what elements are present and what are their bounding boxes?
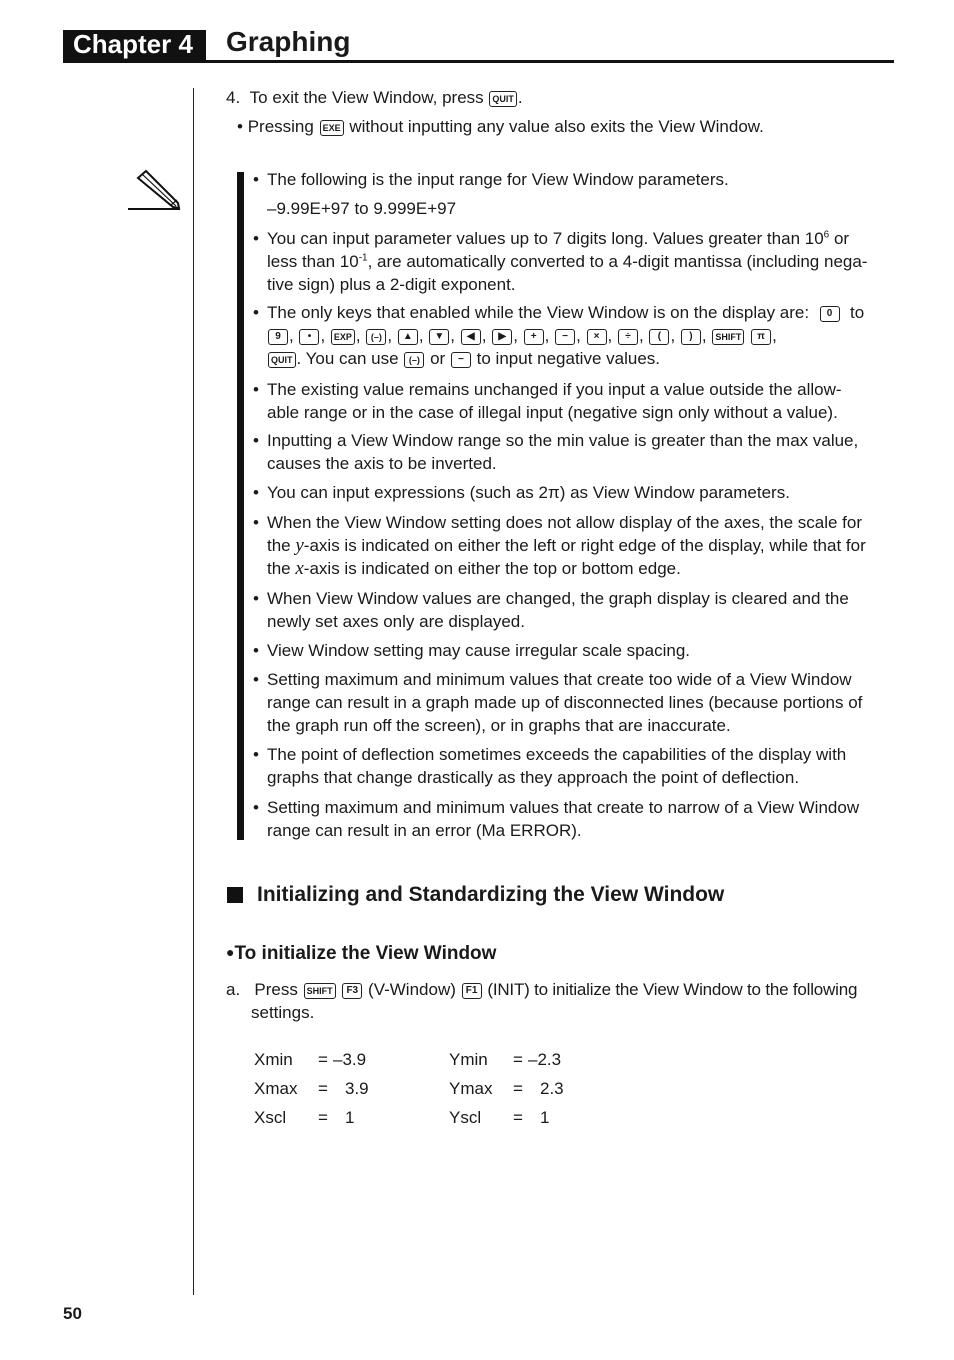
note-line: range can result in an error (Ma ERROR). bbox=[267, 821, 582, 840]
key-shift-icon: SHIFT bbox=[304, 983, 336, 999]
step-label: a. bbox=[226, 980, 241, 999]
text-part: You can input parameter values up to 7 digits long. Values greater than 10 bbox=[267, 229, 824, 248]
bullet-glyph: • bbox=[253, 670, 259, 689]
bullet-glyph: • bbox=[253, 641, 259, 660]
setting-name: Xscl bbox=[254, 1108, 287, 1127]
bullet-glyph: • bbox=[253, 303, 259, 322]
text-part: to bbox=[850, 303, 865, 322]
note-1 bbox=[267, 168, 729, 220]
key-left-icon: ◀ bbox=[461, 329, 481, 345]
key-f3-icon: F3 bbox=[342, 983, 362, 999]
sub-bullet-post: without inputting any value also exits the View Window. bbox=[349, 117, 764, 136]
text-part: or bbox=[829, 229, 850, 248]
text-part: less than 10 bbox=[267, 252, 359, 271]
quit-key-icon: QUIT bbox=[489, 91, 517, 107]
variable-y: y bbox=[295, 535, 304, 556]
note-6 bbox=[267, 481, 790, 504]
note-line bbox=[267, 250, 867, 273]
note-line: 9 , • , EXP , (–) , ▲ , ▼ , ◀ , ▶ , + , − , × , ÷ , ( , ) , SHIFT π , bbox=[267, 324, 864, 347]
note-9 bbox=[267, 639, 690, 662]
setting-name: Xmin bbox=[254, 1050, 293, 1069]
text-part: to input negative values. bbox=[476, 349, 661, 368]
step-text: To exit the View Window, press bbox=[249, 88, 484, 107]
setting-name: Ymin bbox=[449, 1050, 488, 1069]
note-line: Setting maximum and minimum values that create too wide of a View Window bbox=[267, 670, 852, 689]
note-line: When View Window values are changed, the graph display is cleared and the bbox=[267, 589, 849, 608]
superscript: 6 bbox=[823, 229, 830, 241]
bullet-glyph: • bbox=[253, 483, 259, 502]
text-part: the bbox=[267, 559, 296, 578]
setting-name: Xmax bbox=[254, 1079, 298, 1098]
step-end: . bbox=[517, 88, 523, 107]
exe-key-icon: EXE bbox=[320, 120, 344, 136]
note-line bbox=[267, 347, 864, 370]
text-part: (INIT) to initialize the View Window to the following bbox=[487, 980, 858, 999]
note-5 bbox=[267, 429, 858, 475]
key-neg-icon: (–) bbox=[404, 352, 424, 368]
setting-value: 2.3 bbox=[540, 1079, 564, 1098]
superscript: -1 bbox=[358, 252, 368, 264]
bullet-glyph: • bbox=[253, 170, 259, 189]
note-line: The existing value remains unchanged if you input a value outside the allow- bbox=[267, 380, 842, 399]
key-pi-icon: π bbox=[751, 329, 771, 345]
setting-eq: = bbox=[318, 1108, 328, 1127]
key-minus-icon: − bbox=[451, 352, 471, 368]
note-line bbox=[267, 557, 866, 580]
setting-value: –2.3 bbox=[528, 1050, 562, 1069]
key-9-icon: 9 bbox=[268, 329, 288, 345]
note-line bbox=[267, 301, 864, 324]
page-number: 50 bbox=[63, 1304, 82, 1323]
key-dot-icon: • bbox=[299, 329, 319, 345]
text-part: Press bbox=[254, 980, 298, 999]
key-lparen-icon: ( bbox=[649, 329, 669, 345]
note-8 bbox=[267, 587, 849, 633]
key-divide-icon: ÷ bbox=[618, 329, 638, 345]
note-line bbox=[267, 227, 867, 250]
note-line: The point of deflection sometimes exceeds the capabilities of the display with bbox=[267, 745, 847, 764]
note-line: Inputting a View Window range so the min value is greater than the max value, bbox=[267, 431, 859, 450]
setting-eq: = bbox=[318, 1050, 328, 1069]
note-bar bbox=[237, 172, 244, 840]
setting-eq: = bbox=[513, 1050, 523, 1069]
step-number: 4. bbox=[226, 88, 241, 107]
note-line: the graph run off the screen), or in graphs that are inaccurate. bbox=[267, 716, 731, 735]
setting-eq: = bbox=[513, 1079, 523, 1098]
chapter-title: Graphing bbox=[226, 26, 351, 57]
bullet-dot-icon: ● bbox=[226, 944, 235, 960]
note-11 bbox=[267, 743, 846, 789]
bullet-glyph: • bbox=[253, 513, 259, 532]
text-part: The only keys that enabled while the View Window is on the display are: bbox=[267, 303, 810, 322]
square-bullet-icon bbox=[227, 887, 243, 903]
text-part: , are automatically converted to a 4-digit mantissa (including nega- bbox=[367, 252, 868, 271]
note-line: range can result in a graph made up of disconnected lines (because portions of bbox=[267, 693, 863, 712]
key-down-icon: ▼ bbox=[429, 329, 449, 345]
subsection-title bbox=[226, 940, 496, 966]
setting-value: 3.9 bbox=[345, 1079, 369, 1098]
setting-name: Yscl bbox=[449, 1108, 482, 1127]
note-7 bbox=[267, 511, 866, 580]
bullet-glyph: • bbox=[253, 229, 259, 248]
note-10 bbox=[267, 668, 862, 737]
note-3 bbox=[267, 301, 864, 370]
setting-value: 1 bbox=[540, 1108, 550, 1127]
text-part: -axis is indicated on either the top or bottom edge. bbox=[303, 559, 681, 578]
chapter-label: Chapter 4 bbox=[73, 29, 193, 59]
note-4 bbox=[267, 378, 842, 424]
key-shift-icon: SHIFT bbox=[712, 329, 744, 345]
note-line: graphs that change drastically as they approach the point of deflection. bbox=[267, 768, 800, 787]
note-line: When the View Window setting does not allow display of the axes, the scale for bbox=[267, 513, 863, 532]
step-a bbox=[226, 978, 857, 1001]
step-4 bbox=[226, 86, 523, 109]
note-line: tive sign) plus a 2-digit exponent. bbox=[267, 275, 516, 294]
header-rule bbox=[63, 60, 894, 63]
note-2 bbox=[267, 227, 867, 296]
key-quit-icon: QUIT bbox=[268, 352, 296, 368]
note-line bbox=[267, 534, 866, 557]
note-line: View Window setting may cause irregular scale spacing. bbox=[267, 641, 690, 660]
key-0-icon: 0 bbox=[820, 306, 840, 322]
key-times-icon: × bbox=[587, 329, 607, 345]
text-part: the bbox=[267, 536, 296, 555]
key-rparen-icon: ) bbox=[681, 329, 701, 345]
bullet-glyph: • bbox=[253, 798, 259, 817]
key-neg-icon: (–) bbox=[366, 329, 386, 345]
key-exp-icon: EXP bbox=[331, 329, 355, 345]
key-right-icon: ▶ bbox=[492, 329, 512, 345]
setting-eq: = bbox=[318, 1079, 328, 1098]
section-title: Initializing and Standardizing the View Window bbox=[257, 883, 725, 906]
bullet-glyph: • bbox=[253, 589, 259, 608]
sub-bullet-pre: Pressing bbox=[247, 117, 314, 136]
key-f1-icon: F1 bbox=[462, 983, 482, 999]
key-minus-icon: − bbox=[555, 329, 575, 345]
bullet-glyph: • bbox=[253, 745, 259, 764]
key-plus-icon: + bbox=[524, 329, 544, 345]
setting-value: –3.9 bbox=[333, 1050, 367, 1069]
note-line: You can input expressions (such as 2π) as View Window parameters. bbox=[267, 483, 790, 502]
note-12 bbox=[267, 796, 859, 842]
margin-rule bbox=[193, 88, 194, 1295]
note-line: Setting maximum and minimum values that create to narrow of a View Window bbox=[267, 798, 860, 817]
note-range: –9.99E+97 to 9.999E+97 bbox=[267, 199, 457, 218]
setting-name: Ymax bbox=[449, 1079, 493, 1098]
note-line: The following is the input range for View Window parameters. bbox=[267, 170, 729, 189]
bullet-glyph: • bbox=[253, 380, 259, 399]
setting-eq: = bbox=[513, 1108, 523, 1127]
step-a-line-2: settings. bbox=[251, 1003, 315, 1022]
note-line: able range or in the case of illegal input (negative sign only without a value). bbox=[267, 403, 838, 422]
subsection-text: To initialize the View Window bbox=[234, 943, 497, 964]
variable-x: x bbox=[295, 558, 304, 579]
text-part: or bbox=[430, 349, 446, 368]
note-line: causes the axis to be inverted. bbox=[267, 454, 497, 473]
bullet-glyph: • bbox=[253, 431, 259, 450]
key-up-icon: ▲ bbox=[398, 329, 418, 345]
note-line: newly set axes only are displayed. bbox=[267, 612, 525, 631]
setting-value: 1 bbox=[345, 1108, 355, 1127]
text-part: -axis is indicated on either the left or right edge of the display, while that for bbox=[303, 536, 866, 555]
pencil-icon bbox=[126, 168, 182, 214]
step-4-sub-bullet: • Pressing EXE without inputting any value also exits the View Window. bbox=[237, 117, 764, 136]
text-part: (V-Window) bbox=[368, 980, 456, 999]
text-part: . You can use bbox=[296, 349, 399, 368]
